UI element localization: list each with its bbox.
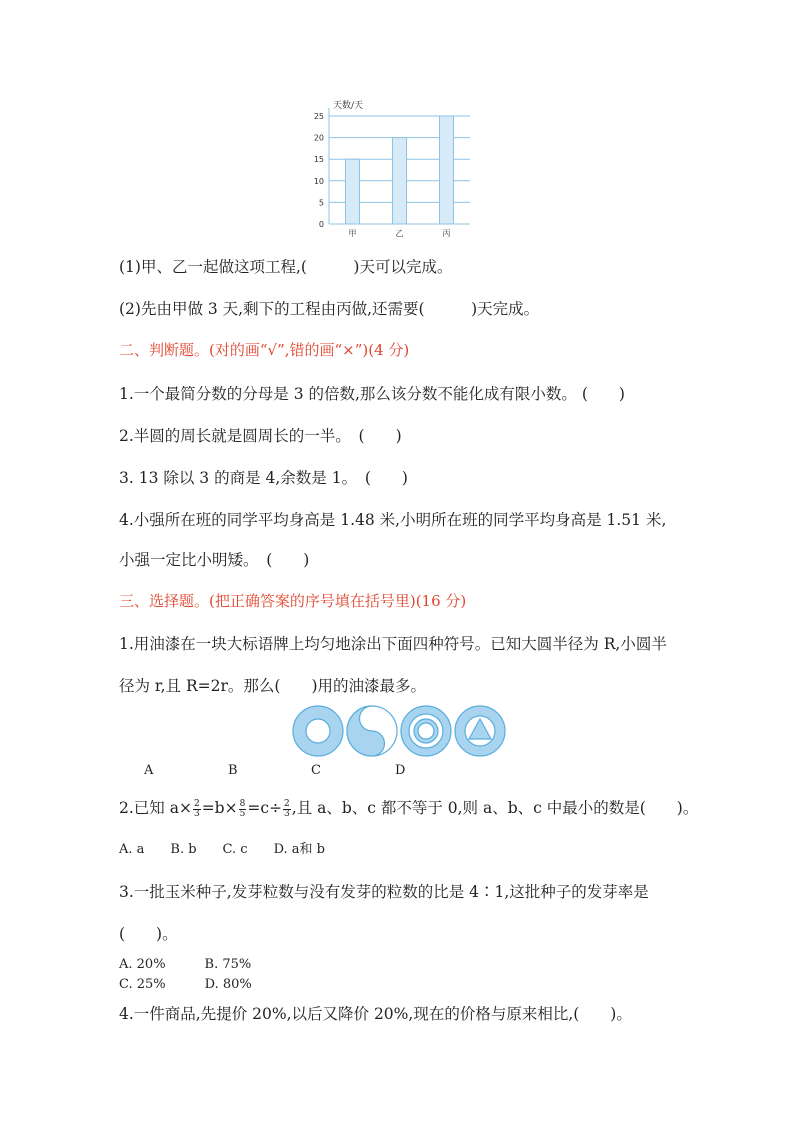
fraction-denominator: 3	[193, 808, 200, 819]
chart-y-axis-label: 天数/天	[333, 101, 364, 111]
choice-question-3-line-1: 3.一批玉米种子,发芽粒数与没有发芽的粒数的比是 4∶1,这批种子的发芽率是	[119, 883, 649, 901]
fraction-two-thirds-2	[283, 800, 291, 819]
chart-y-tick-label: 25	[313, 112, 324, 121]
chart-category-label: 甲	[348, 229, 357, 238]
section-3-heading: 三、选择题。(把正确答案的序号填在括号里)(16 分)	[119, 592, 467, 610]
bar-chart	[305, 96, 485, 241]
section-2-heading: 二、判断题。(对的画“√”,错的画“×”)(4 分)	[119, 341, 410, 359]
chart-bar	[440, 116, 454, 224]
fraction-eight-fifths	[239, 800, 247, 819]
judge-question-4-line-1: 4.小强所在班的同学平均身高是 1.48 米,小明所在班的同学平均身高是 1.51 米,	[119, 511, 667, 529]
judge-question-4-line-2: 小强一定比小明矮。 ( )	[119, 551, 310, 569]
fraction-numerator: 2	[193, 798, 200, 809]
symbol-label-d: D	[395, 763, 406, 778]
chart-category-label: 丙	[442, 229, 451, 238]
symbol-b-yin-yang	[347, 706, 397, 756]
choice-question-3-line-2: ( )。	[119, 925, 178, 943]
chart-y-tick-label: 15	[313, 155, 324, 165]
fraction-denominator: 5	[239, 808, 246, 819]
fraction-two-thirds	[193, 800, 201, 819]
symbol-c-double-ring	[401, 706, 451, 756]
chart-y-tick-label: 5	[318, 198, 324, 208]
fraction-denominator: 3	[283, 808, 290, 819]
choice-question-4: 4.一件商品,先提价 20%,以后又降价 20%,现在的价格与原来相比,( )。	[119, 1005, 632, 1023]
question-1-part-1: (1)甲、乙一起做这项工程,( )天可以完成。	[119, 258, 453, 276]
chart-y-tick-label: 10	[313, 176, 324, 186]
chart-y-tick-label: 0	[318, 220, 324, 229]
choice-question-3-options-row-2: C. 25% D. 80%	[119, 977, 252, 992]
choice-question-1-line-1: 1.用油漆在一块大标语牌上均匀地涂出下面四种符号。已知大圆半径为 R,小圆半	[119, 635, 667, 653]
chart-bars	[346, 116, 454, 224]
symbol-label-b: B	[228, 763, 238, 778]
chart-y-tick-label: 20	[313, 133, 324, 143]
symbol-label-a: A	[144, 763, 154, 778]
fraction-numerator: 8	[239, 798, 246, 809]
judge-question-3: 3. 13 除以 3 的商是 4,余数是 1。 ( )	[119, 469, 408, 487]
symbol-d-ring-triangle	[455, 706, 505, 756]
choice-question-1-line-2: 径为 r,且 R=2r。那么( )用的油漆最多。	[119, 677, 427, 695]
judge-question-2: 2.半圆的周长就是圆周长的一半。 ( )	[119, 427, 402, 445]
symbol-a-ring	[293, 706, 343, 756]
paint-symbols-figure	[290, 700, 510, 762]
q2-mid-2: =c÷	[247, 799, 282, 817]
judge-question-1: 1.一个最简分数的分母是 3 的倍数,那么该分数不能化成有限小数。 ( )	[119, 385, 625, 403]
choice-question-2-options: A. a B. b C. c D. a和 b	[119, 842, 326, 857]
chart-bar	[393, 138, 407, 224]
q2-prefix: 2.已知 a×	[119, 799, 192, 817]
q2-suffix: ,且 a、b、c 都不等于 0,则 a、b、c 中最小的数是( )。	[291, 799, 699, 817]
chart-ticks	[314, 112, 324, 229]
symbol-label-c: C	[311, 763, 321, 778]
chart-categories	[349, 229, 451, 238]
chart-bar	[346, 159, 360, 224]
choice-question-2	[119, 796, 698, 819]
chart-category-label: 乙	[395, 229, 404, 238]
question-1-part-2: (2)先由甲做 3 天,剩下的工程由丙做,还需要( )天完成。	[119, 300, 540, 318]
fraction-numerator: 2	[283, 798, 290, 809]
q2-mid-1: =b×	[201, 799, 238, 817]
choice-question-3-options-row-1: A. 20% B. 75%	[119, 957, 252, 972]
